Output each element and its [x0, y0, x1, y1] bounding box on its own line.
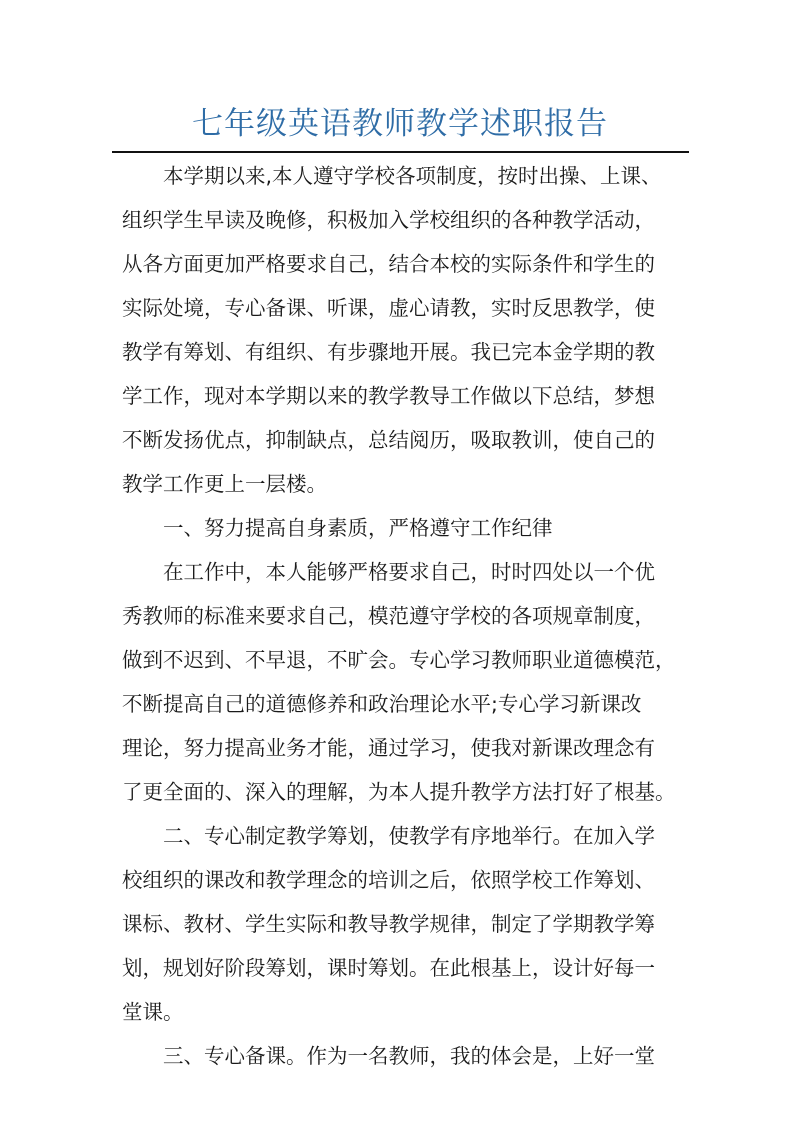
text-line: 教学工作更上一层楼。	[122, 472, 327, 496]
section-heading: 一、努力提高自身素质，严格遵守工作纪律	[163, 516, 553, 540]
text-line: 学工作，现对本学期以来的教学教导工作做以下总结，梦想	[122, 384, 655, 408]
text-line: 校组织的课改和教学理念的培训之后，依照学校工作筹划、	[122, 868, 655, 892]
text-line: 课标、教材、学生实际和教导教学规律，制定了学期教学筹	[122, 912, 655, 936]
text-line: 不断提高自己的道德修养和政治理论水平;专心学习新课改	[122, 692, 642, 716]
text-line: 从各方面更加严格要求自己，结合本校的实际条件和学生的	[122, 252, 655, 276]
text-line: 组织学生早读及晚修，积极加入学校组织的各种教学活动，	[122, 208, 655, 232]
text-line: 了更全面的、深入的理解，为本人提升教学方法打好了根基。	[122, 780, 676, 804]
text-line: 理论，努力提高业务才能，通过学习，使我对新课改理念有	[122, 736, 655, 760]
document-body	[122, 152, 682, 1076]
text-line: 实际处境，专心备课、听课，虚心请教，实时反思教学，使	[122, 296, 655, 320]
text-line: 本学期以来,本人遵守学校各项制度，按时出操、上课、	[163, 164, 662, 188]
text-line: 教学有筹划、有组织、有步骤地开展。我已完本金学期的教	[122, 340, 655, 364]
text-line: 划，规划好阶段筹划，课时筹划。在此根基上，设计好每一	[122, 956, 655, 980]
section-heading: 二、专心制定教学筹划，使教学有序地举行。在加入学	[163, 824, 655, 848]
text-line: 做到不迟到、不早退，不旷会。专心学习教师职业道德模范，	[122, 648, 676, 672]
section-heading: 三、专心备课。作为一名教师，我的体会是，上好一堂	[163, 1044, 655, 1068]
text-line: 不断发扬优点，抑制缺点，总结阅历，吸取教训，使自己的	[122, 428, 655, 452]
text-line: 堂课。	[122, 1000, 184, 1024]
text-line: 秀教师的标准来要求自己，模范遵守学校的各项规章制度，	[122, 604, 655, 628]
document-title: 七年级英语教师教学述职报告	[192, 106, 608, 142]
text-line: 在工作中，本人能够严格要求自己，时时四处以一个优	[163, 560, 655, 584]
